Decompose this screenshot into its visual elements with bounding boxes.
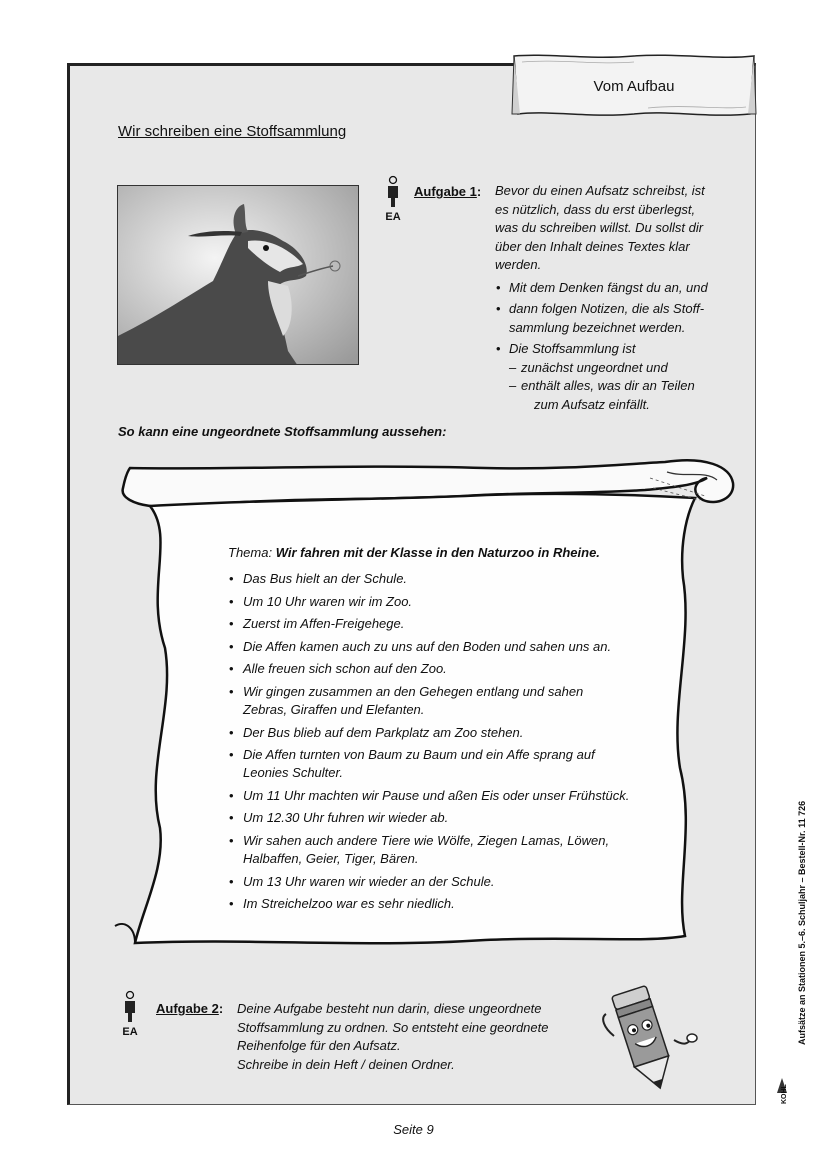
task1-intro-line: es nützlich, dass du erst überlegst,	[495, 201, 696, 217]
bullet-text: • Die Stoffsammlung ist	[509, 341, 636, 356]
list-item-continuation: Halbaffen, Geier, Tiger, Bären.	[243, 850, 419, 866]
task2-line: Reihenfolge für den Aufsatz.	[237, 1038, 401, 1053]
task1-intro-line: Bevor du einen Aufsatz schreibst, ist	[495, 183, 705, 198]
task1-intro-line: werden.	[495, 257, 542, 272]
person-icon	[385, 175, 401, 211]
title-banner	[508, 52, 760, 118]
unordered-collection	[228, 570, 668, 918]
logo-text: KOHL	[781, 1084, 788, 1104]
page-number: Seite 9	[393, 1122, 434, 1137]
individual-work-badge	[383, 175, 403, 223]
task2-line: Schreibe in dein Heft / deinen Ordner.	[237, 1056, 455, 1072]
bullet-text: sammlung bezeichnet werden.	[509, 319, 686, 335]
collection-theme	[228, 545, 600, 560]
task1-bullet	[509, 300, 735, 337]
section-title: Wir schreiben eine Stoffsammlung	[118, 123, 347, 140]
sub-item-continuation: zum Aufsatz einfällt.	[534, 396, 650, 412]
dash-symbol: –	[509, 359, 517, 375]
task2-text	[237, 1000, 577, 1074]
list-item: • Um 11 Uhr machten wir Pause und aßen Eis oder unser Frühstück.	[243, 787, 668, 805]
list-item: • Um 10 Uhr waren wir im Zoo.	[243, 593, 668, 611]
list-item: • Um 12.30 Uhr fuhren wir wieder ab.	[243, 809, 668, 827]
list-item-continuation: Zebras, Giraffen und Elefanten.	[243, 701, 425, 717]
sub-item-text: enthält alles, was dir an Teilen	[521, 378, 695, 393]
badge-label: EA	[122, 1026, 138, 1038]
bullet-text: • dann folgen Notizen, die als Stoff-	[509, 301, 705, 316]
theme-text: Wir fahren mit der Klasse in den Naturzoo in Rheine.	[275, 545, 600, 560]
task1-label	[414, 184, 481, 199]
kohl-logo-icon	[772, 1058, 794, 1108]
publisher-logo	[772, 1058, 794, 1108]
task1-bullets	[495, 279, 735, 415]
task2-line: Deine Aufgabe besteht nun darin, diese ungeordnete	[237, 1001, 542, 1016]
goat-image	[118, 186, 359, 365]
task1-intro-line: über den Inhalt deines Textes klar	[495, 238, 690, 254]
task2-label	[156, 1001, 223, 1016]
sub-item	[509, 377, 735, 396]
list-item	[243, 683, 668, 719]
theme-label: Thema:	[228, 545, 273, 560]
task1-text	[495, 182, 735, 417]
list-item: • Alle freuen sich schon auf den Zoo.	[243, 660, 668, 678]
list-item-text: • Die Affen turnten von Baum zu Baum und ein Affe sprang auf	[243, 747, 595, 763]
goat-photo	[117, 185, 359, 365]
dash-symbol: –	[509, 378, 517, 393]
banner-title: Vom Aufbau	[593, 78, 675, 95]
list-item: • Im Streichelzoo war es sehr niedlich.	[243, 895, 668, 913]
publication-info: Aufsätze an Stationen 5.–6. Schuljahr – Bestell-Nr. 11 726	[797, 800, 807, 1045]
list-item-text: • Wir sahen auch andere Tiere wie Wölfe, Ziegen Lamas, Löwen,	[243, 832, 610, 848]
person-icon	[122, 990, 138, 1026]
list-item-continuation: Leonies Schulter.	[243, 765, 343, 781]
list-item-text: • Wir gingen zusammen an den Gehegen entlang und sahen	[243, 683, 584, 699]
list-item: • Der Bus blieb auf dem Parkplatz am Zoo stehen.	[243, 724, 668, 742]
list-item: • Die Affen kamen auch zu uns auf den Boden und sahen uns an.	[243, 638, 668, 656]
lead-text: So kann eine ungeordnete Stoffsammlung aussehen:	[118, 424, 447, 439]
bullet-text: Mit dem Denken fängst du an, und	[509, 279, 708, 295]
sub-item-text: zunächst ungeordnet und	[521, 359, 668, 375]
task2-label-text: Aufgabe 2	[156, 1001, 219, 1016]
pencil-mascot	[596, 978, 698, 1096]
list-item: • Das Bus hielt an der Schule.	[243, 570, 668, 588]
list-item	[243, 746, 668, 782]
list-item	[243, 832, 668, 868]
task1-colon: :	[476, 184, 482, 199]
badge-label: EA	[385, 211, 401, 223]
task2-line: Stoffsammlung zu ordnen. So entsteht eine geordnete	[237, 1019, 549, 1035]
task2-colon: :	[218, 1001, 224, 1016]
task1-bullet	[509, 340, 735, 414]
task1-intro-line: was du schreiben willst. Du sollst dir	[495, 220, 704, 235]
sub-item	[509, 359, 735, 378]
pencil-mascot-icon	[596, 978, 698, 1096]
list-item: • Zuerst im Affen-Freigehege.	[243, 615, 668, 633]
task1-label-text: Aufgabe 1	[414, 184, 477, 199]
list-item: • Um 13 Uhr waren wir wieder an der Schule.	[243, 873, 668, 891]
individual-work-badge	[120, 990, 140, 1038]
task1-bullet	[509, 279, 735, 298]
